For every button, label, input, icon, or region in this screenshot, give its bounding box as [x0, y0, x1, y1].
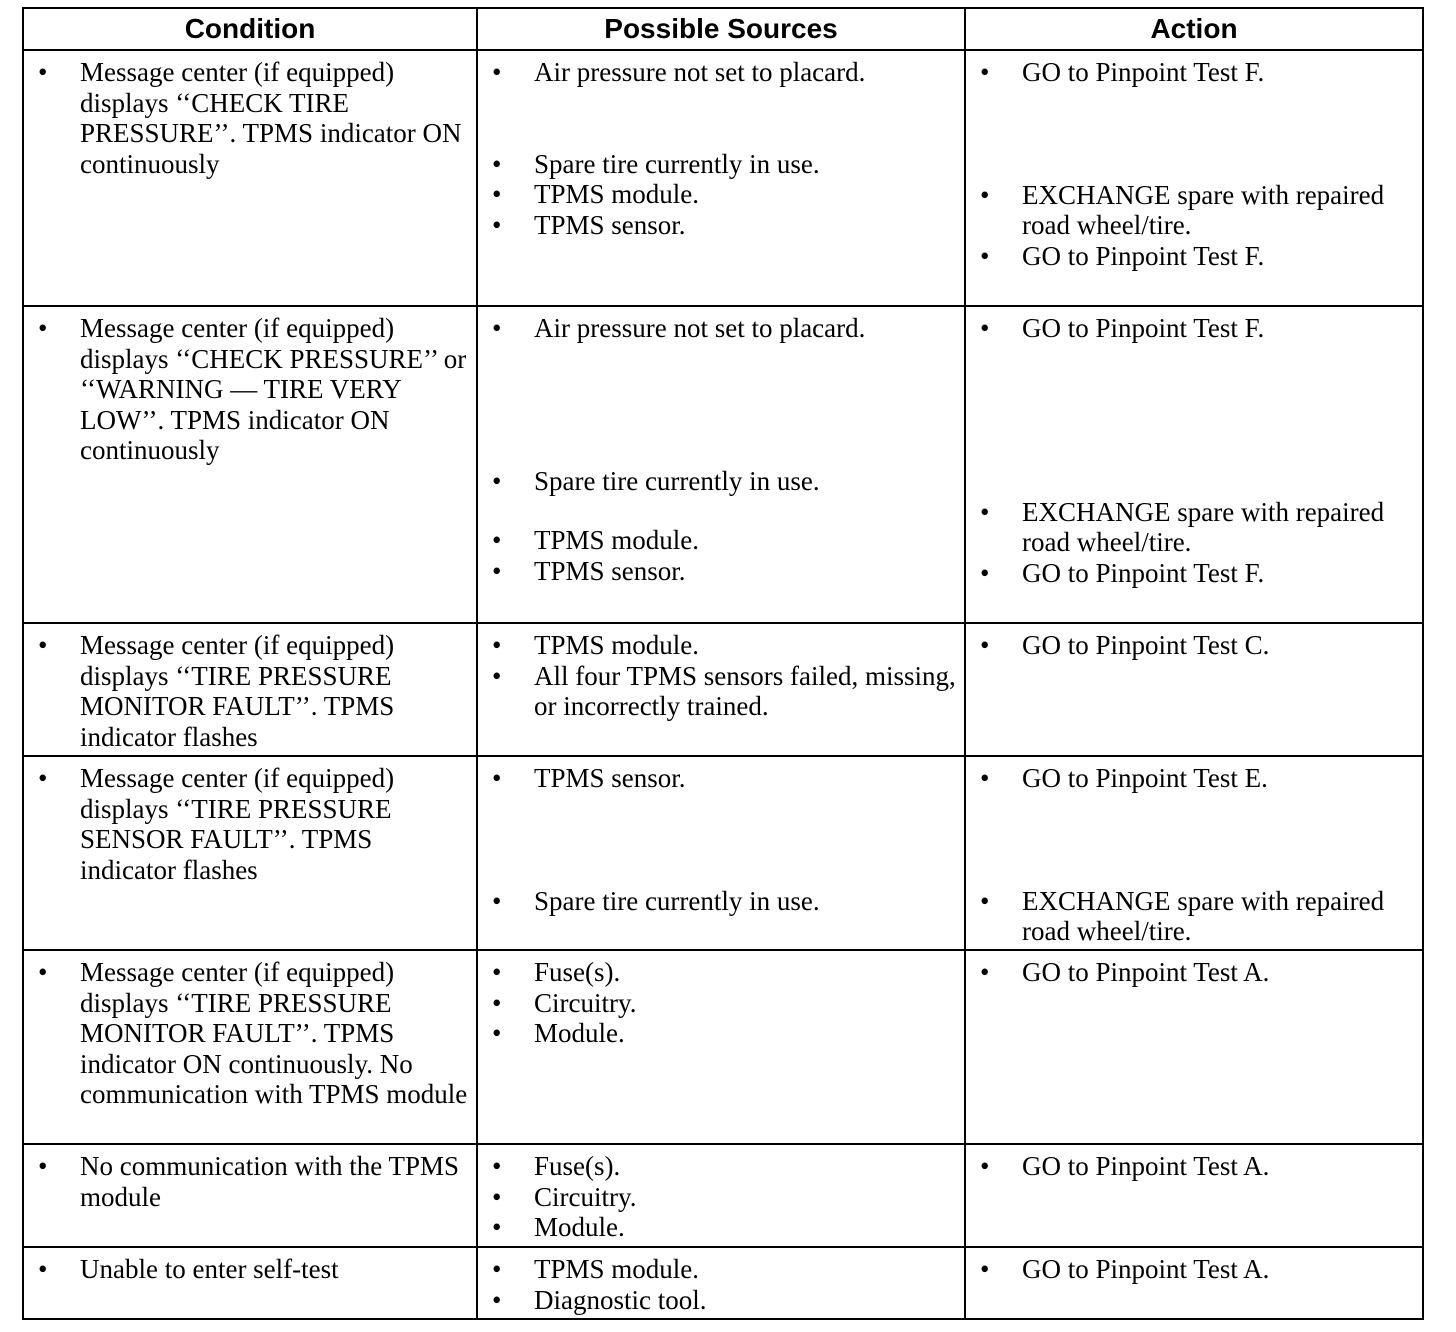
source-item: • TPMS module.	[492, 1254, 956, 1285]
source-item: • Spare tire currently in use.	[492, 886, 956, 917]
source-item: • Air pressure not set to placard.	[492, 57, 956, 88]
header-row	[23, 8, 1423, 50]
condition-item: • Message center (if equipped) displays ‘‘CHECK TIRE PRESSURE’’. TPMS indicator ON continuously	[38, 57, 468, 179]
source-item: • Spare tire currently in use.	[492, 466, 956, 497]
action-item: • GO to Pinpoint Test A.	[980, 957, 1414, 988]
action-item: • EXCHANGE spare with repaired road wheel/tire.	[980, 886, 1414, 947]
header-action: Action	[965, 8, 1423, 50]
condition-cell	[23, 1144, 477, 1247]
action-item: • GO to Pinpoint Test C.	[980, 630, 1414, 661]
action-item: • EXCHANGE spare with repaired road wheel/tire.	[980, 497, 1414, 558]
condition-cell	[23, 756, 477, 950]
source-item: • Diagnostic tool.	[492, 1285, 956, 1316]
source-item: • TPMS module.	[492, 179, 956, 210]
source-item: • TPMS sensor.	[492, 556, 956, 587]
table-row	[23, 1247, 1423, 1319]
source-item: • Module.	[492, 1212, 956, 1243]
action-item: • GO to Pinpoint Test F.	[980, 558, 1414, 589]
condition-item: • No communication with the TPMS module	[38, 1151, 468, 1212]
table-row	[23, 50, 1423, 306]
source-item: • Module.	[492, 1018, 956, 1049]
table-row	[23, 756, 1423, 950]
sources-cell	[477, 50, 965, 306]
action-item: • GO to Pinpoint Test A.	[980, 1151, 1414, 1182]
source-item: • Spare tire currently in use.	[492, 149, 956, 180]
table-row	[23, 1144, 1423, 1247]
action-item: • GO to Pinpoint Test F.	[980, 241, 1414, 272]
condition-item: • Message center (if equipped) displays ‘‘CHECK PRESSURE’’ or ‘‘WARNING — TIRE VERY LOW’’. TPMS indicator ON continuously	[38, 313, 468, 466]
source-item: • All four TPMS sensors failed, missing, or incorrectly trained.	[492, 661, 956, 722]
condition-item: • Message center (if equipped) displays ‘‘TIRE PRESSURE SENSOR FAULT’’. TPMS indicator flashes	[38, 763, 468, 885]
sources-cell	[477, 306, 965, 623]
action-cell	[965, 756, 1423, 950]
table-row	[23, 950, 1423, 1144]
sources-cell	[477, 1247, 965, 1319]
source-item: • TPMS sensor.	[492, 763, 956, 794]
source-item: • TPMS sensor.	[492, 210, 956, 241]
condition-item: • Unable to enter self-test	[38, 1254, 468, 1285]
source-item: • Fuse(s).	[492, 957, 956, 988]
source-item: • Fuse(s).	[492, 1151, 956, 1182]
condition-cell	[23, 623, 477, 756]
action-cell	[965, 623, 1423, 756]
condition-cell	[23, 1247, 477, 1319]
source-item: • Air pressure not set to placard.	[492, 313, 956, 344]
action-item: • GO to Pinpoint Test A.	[980, 1254, 1414, 1285]
source-item: • TPMS module.	[492, 630, 956, 661]
condition-item: • Message center (if equipped) displays ‘‘TIRE PRESSURE MONITOR FAULT’’. TPMS indicator flashes	[38, 630, 468, 752]
action-cell	[965, 1247, 1423, 1319]
action-cell	[965, 306, 1423, 623]
sources-cell	[477, 1144, 965, 1247]
condition-cell	[23, 306, 477, 623]
table-row	[23, 623, 1423, 756]
action-cell	[965, 950, 1423, 1144]
condition-item: • Message center (if equipped) displays ‘‘TIRE PRESSURE MONITOR FAULT’’. TPMS indicator ON continuously. No communication with TPMS module	[38, 957, 468, 1110]
header-possible-sources: Possible Sources	[477, 8, 965, 50]
table-row	[23, 306, 1423, 623]
action-item: • EXCHANGE spare with repaired road wheel/tire.	[980, 180, 1414, 241]
header-condition: Condition	[23, 8, 477, 50]
action-cell	[965, 50, 1423, 306]
diagnosis-table	[22, 7, 1424, 1320]
source-item: • Circuitry.	[492, 1182, 956, 1213]
sources-cell	[477, 950, 965, 1144]
table-body	[23, 50, 1423, 1319]
sources-cell	[477, 623, 965, 756]
action-cell	[965, 1144, 1423, 1247]
sources-cell	[477, 756, 965, 950]
action-item: • GO to Pinpoint Test F.	[980, 313, 1414, 344]
action-item: • GO to Pinpoint Test F.	[980, 57, 1414, 88]
condition-cell	[23, 950, 477, 1144]
condition-cell	[23, 50, 477, 306]
source-item: • Circuitry.	[492, 988, 956, 1019]
source-item: • TPMS module.	[492, 525, 956, 556]
action-item: • GO to Pinpoint Test E.	[980, 763, 1414, 794]
